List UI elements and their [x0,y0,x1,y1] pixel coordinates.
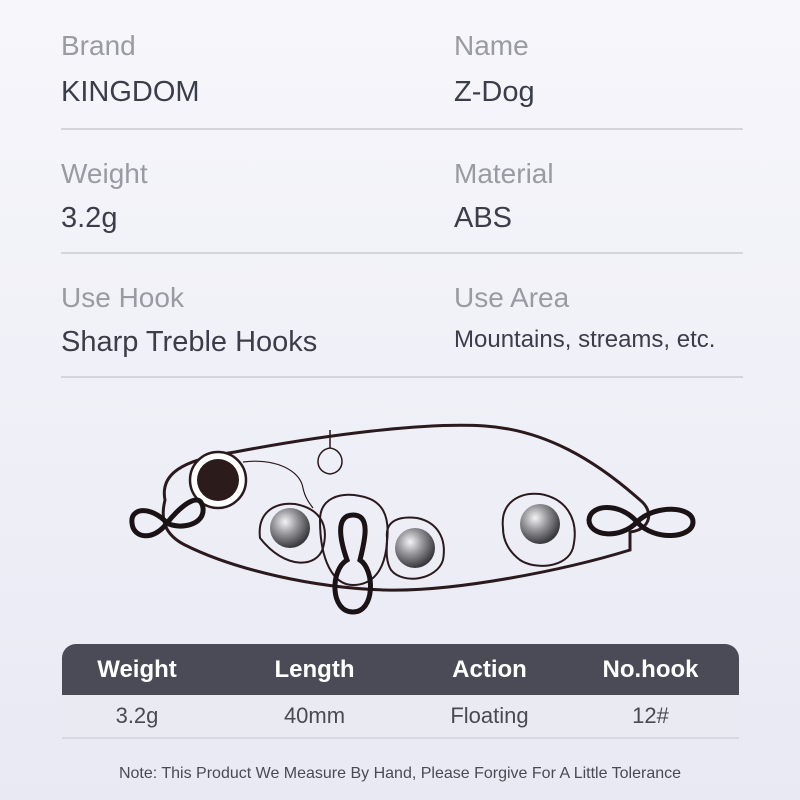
eye-wire [243,461,313,508]
table-header-cell: Length [274,655,355,683]
table-cell: 40mm [283,703,346,728]
spec-value: 3.2g [61,202,118,234]
spec-value: Z-Dog [454,76,535,108]
spec-table [62,644,739,739]
spec-label: Brand [61,30,136,61]
weight-ball-2 [395,528,435,568]
table-header-cell: No.hook [602,655,699,683]
spec-list [61,0,743,378]
table-header [62,644,739,695]
spec-row-hook-area [61,254,743,378]
disclaimer-note: Note: This Product We Measure By Hand, Please Forgive For A Little Tolerance [118,765,682,782]
belly-hook-ring [335,515,371,612]
spec-label: Use Area [454,282,570,313]
weight-ball-1 [270,508,310,548]
spec-label: Weight [61,158,148,189]
spec-label: Name [454,30,529,61]
table-cell: Floating [450,703,529,728]
table-cell: 12# [632,703,669,728]
table-row [62,695,739,739]
table-cell: 3.2g [115,703,159,728]
spec-value: Sharp Treble Hooks [61,326,318,358]
spec-value: KINGDOM [61,76,200,108]
lure-diagram [125,420,700,620]
spec-row-weight-material [61,130,743,254]
table-header-cell: Weight [97,655,177,683]
spec-value: ABS [454,202,513,234]
spec-label: Use Hook [61,282,184,313]
rear-ring [589,508,693,536]
weight-ball-3 [520,504,560,544]
spec-row-brand-name [61,0,743,130]
spec-value: Mountains, streams, etc. [454,326,716,353]
chamber-center [320,495,388,585]
table-header-cell: Action [452,655,527,683]
spec-label: Material [454,158,554,189]
